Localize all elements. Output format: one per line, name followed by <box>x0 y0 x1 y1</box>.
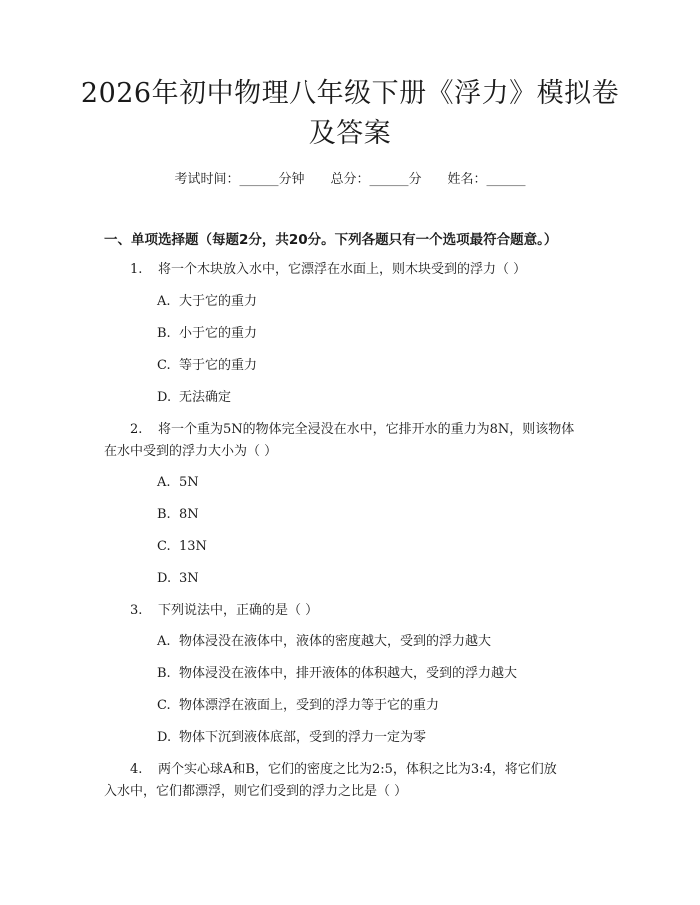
option-label: B. <box>157 326 171 341</box>
option-text: 无法确定 <box>179 390 232 405</box>
question-3 <box>104 600 604 622</box>
option-3d <box>157 728 426 748</box>
option-text: 物体浸没在液体中，排开液体的体积越大，受到的浮力越大 <box>179 666 518 681</box>
question-text: 将一个木块放入水中，它漂浮在水面上，则木块受到的浮力（ ） <box>158 262 527 277</box>
option-text: 3N <box>179 571 199 586</box>
question-4 <box>104 759 604 803</box>
option-label: A. <box>157 634 171 649</box>
option-text: 物体浸没在液体中，液体的密度越大，受到的浮力越大 <box>179 634 492 649</box>
question-text-line-1: 将一个重为5N的物体完全浸没在水中，它排开水的重力为8N，则该物体 <box>158 422 575 437</box>
option-label: C. <box>157 358 171 373</box>
option-1a <box>157 292 257 312</box>
question-2 <box>104 419 604 463</box>
question-text-line-2: 入水中，它们都漂浮，则它们受到的浮力之比是（ ） <box>104 784 408 799</box>
question-text-line-2: 在水中受到的浮力大小为（ ） <box>104 444 278 459</box>
option-label: B. <box>157 666 171 681</box>
option-label: D. <box>157 571 172 586</box>
option-label: C. <box>157 698 171 713</box>
option-2a <box>157 473 199 493</box>
option-2d <box>157 569 199 589</box>
option-text: 5N <box>179 475 199 490</box>
question-number: 4. <box>130 762 143 777</box>
option-1c <box>157 356 257 376</box>
option-label: D. <box>157 390 172 405</box>
question-number: 1. <box>130 262 143 277</box>
option-2b <box>157 505 199 525</box>
page-title <box>60 74 640 154</box>
option-1d <box>157 388 231 408</box>
option-2c <box>157 537 207 557</box>
question-number: 3. <box>130 603 143 618</box>
title-line-2: 及答案 <box>308 118 392 149</box>
option-label: A. <box>157 294 171 309</box>
exam-info <box>0 168 700 187</box>
question-text: 下列说法中，正确的是（ ） <box>158 603 319 618</box>
option-3a <box>157 632 491 652</box>
total-score-field: 总分：______分 <box>330 172 422 187</box>
question-1 <box>104 259 604 281</box>
question-number: 2. <box>130 422 143 437</box>
option-text: 物体下沉到液体底部，受到的浮力一定为零 <box>179 730 427 745</box>
option-text: 物体漂浮在液面上，受到的浮力等于它的重力 <box>179 698 440 713</box>
option-text: 大于它的重力 <box>179 294 258 309</box>
question-text-line-1: 两个实心球A和B，它们的密度之比为2:5，体积之比为3:4，将它们放 <box>158 762 557 777</box>
option-label: A. <box>157 475 171 490</box>
option-text: 等于它的重力 <box>179 358 258 373</box>
name-field: 姓名：______ <box>447 172 526 187</box>
option-label: C. <box>157 539 171 554</box>
option-label: D. <box>157 730 172 745</box>
title-line-1: 2026年初中物理八年级下册《浮力》模拟卷 <box>80 78 620 109</box>
exam-time-field: 考试时间：______分钟 <box>174 172 305 187</box>
option-3b <box>157 664 517 684</box>
section-heading: 一、单项选择题（每题2分，共20分。下列各题只有一个选项最符合题意。） <box>104 232 558 248</box>
option-1b <box>157 324 257 344</box>
option-3c <box>157 696 439 716</box>
option-text: 8N <box>179 507 199 522</box>
option-text: 小于它的重力 <box>179 326 258 341</box>
option-label: B. <box>157 507 171 522</box>
option-text: 13N <box>179 539 207 554</box>
